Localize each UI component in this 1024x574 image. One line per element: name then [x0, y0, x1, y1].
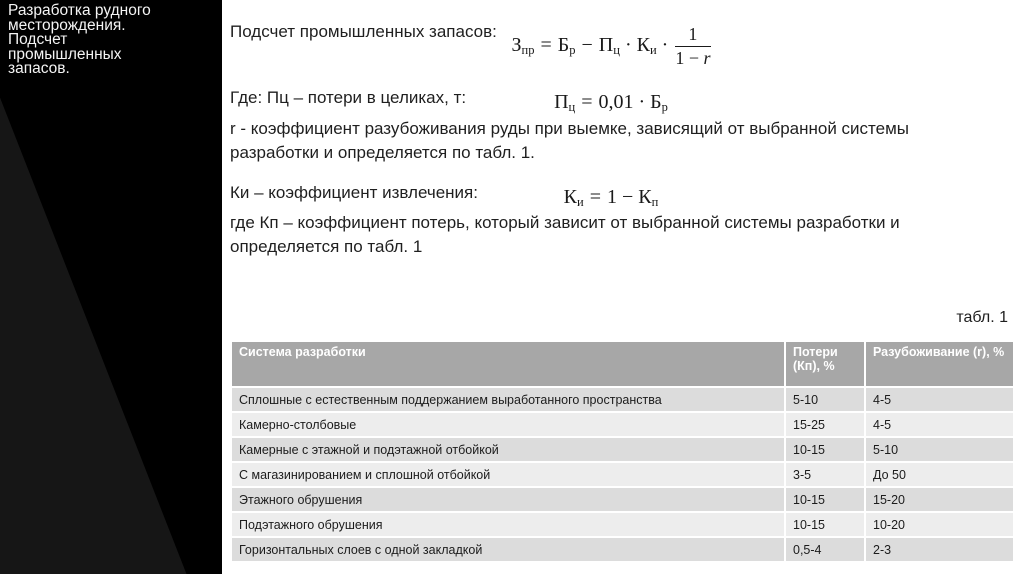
table-caption: табл. 1	[956, 309, 1008, 326]
formula-subscript: п	[651, 195, 659, 209]
fraction-numerator: 1	[675, 24, 710, 47]
losses-note-line: где Кп – коэффициент потерь, который зависит от выбранной системы разработки и	[230, 213, 900, 232]
where-pc-note: Где: Пц – потери в целиках, т:	[230, 88, 467, 107]
formula-var: П	[554, 91, 569, 113]
dilution-note-line: r - коэффициент разубоживания руды при выемке, зависящий от выбранной системы	[230, 119, 910, 138]
formula-industrial-reserves	[230, 24, 992, 68]
slide-title-line: Разработка рудного	[8, 2, 151, 19]
cell-losses: 3-5	[786, 463, 864, 486]
table-row	[232, 538, 1013, 561]
table-row	[232, 413, 1013, 436]
formula-subscript: ц	[613, 42, 620, 57]
table-row	[232, 388, 1013, 411]
column-header-losses: Потери (Кп), %	[786, 342, 864, 386]
cell-losses: 5-10	[786, 388, 864, 411]
formula-subscript: и	[649, 42, 657, 57]
mining-systems-table	[230, 340, 1015, 563]
cell-system: Сплошные с естественным поддержанием выработанного пространства	[232, 388, 784, 411]
cell-dilution: 4-5	[866, 413, 1013, 436]
formula-var: К	[563, 186, 578, 208]
cell-system: Камерные с этажной и подэтажной отбойкой	[232, 438, 784, 461]
slide-title-line: запасов.	[8, 60, 70, 78]
fraction	[675, 24, 710, 68]
cell-system: С магазинированием и сплошной отбойкой	[232, 463, 784, 486]
cell-system: Камерно-столбовые	[232, 413, 784, 436]
fraction-denominator-var: r	[703, 47, 711, 68]
formula-extraction-coeff	[230, 187, 992, 207]
sidebar-accent-shape	[0, 0, 222, 574]
cell-dilution: 5-10	[866, 438, 1013, 461]
formula-subscript: р	[569, 42, 576, 57]
formula-operator: =	[589, 186, 601, 208]
fraction-denominator-text: 1 −	[675, 47, 704, 68]
cell-system: Горизонтальных слоев с одной закладкой	[232, 538, 784, 561]
sidebar	[0, 0, 222, 574]
cell-losses: 10-15	[786, 488, 864, 511]
cell-dilution: До 50	[866, 463, 1013, 486]
formula-expression: 0,01 · Б	[598, 91, 662, 113]
formula-subscript: ц	[568, 100, 576, 114]
cell-losses: 15-25	[786, 413, 864, 436]
fraction-denominator	[675, 47, 710, 69]
formula-var: З	[511, 33, 522, 56]
column-header-system: Система разработки	[232, 342, 784, 386]
table-row	[232, 463, 1013, 486]
table-row	[232, 438, 1013, 461]
cell-system: Этажного обрушения	[232, 488, 784, 511]
formula-var: Б	[557, 33, 570, 56]
losses-note-line: определяется по табл. 1	[230, 236, 423, 256]
extraction-note: Ки – коэффициент извлечения:	[230, 183, 478, 202]
formula-subscript: и	[577, 195, 584, 209]
content-heading: Подсчет промышленных запасов:	[230, 22, 497, 41]
cell-system: Подэтажного обрушения	[232, 513, 784, 536]
table-header-row	[232, 342, 1013, 386]
table-row	[232, 488, 1013, 511]
formula-var: П	[598, 33, 614, 56]
formula-operator: ·	[624, 33, 632, 56]
cell-dilution: 2-3	[866, 538, 1013, 561]
formula-subscript: р	[661, 100, 668, 114]
cell-losses: 0,5-4	[786, 538, 864, 561]
column-header-dilution: Разубоживание (r), %	[866, 342, 1013, 386]
slide-title-line: месторождения.	[8, 16, 126, 34]
cell-losses: 10-15	[786, 438, 864, 461]
losses-note	[230, 211, 970, 258]
slide-title-line: промышленных	[8, 45, 122, 63]
formula-subscript: пр	[521, 42, 535, 57]
formula-operator: −	[581, 33, 593, 56]
formula-expression: 1 − К	[607, 186, 652, 208]
table-row	[232, 513, 1013, 536]
cell-dilution: 4-5	[866, 388, 1013, 411]
slide-title	[8, 4, 183, 77]
cell-losses: 10-15	[786, 513, 864, 536]
dilution-note	[230, 117, 970, 164]
formula-operator: =	[540, 33, 552, 56]
formula-operator: ·	[661, 33, 669, 56]
dilution-note-line: разработки и определяется по табл. 1.	[230, 142, 535, 162]
slide-title-line: Подсчет	[8, 31, 68, 49]
formula-var: К	[636, 33, 650, 56]
cell-dilution: 15-20	[866, 488, 1013, 511]
formula-pillar-losses	[230, 92, 992, 112]
cell-dilution: 10-20	[866, 513, 1013, 536]
formula-operator: =	[581, 91, 593, 113]
